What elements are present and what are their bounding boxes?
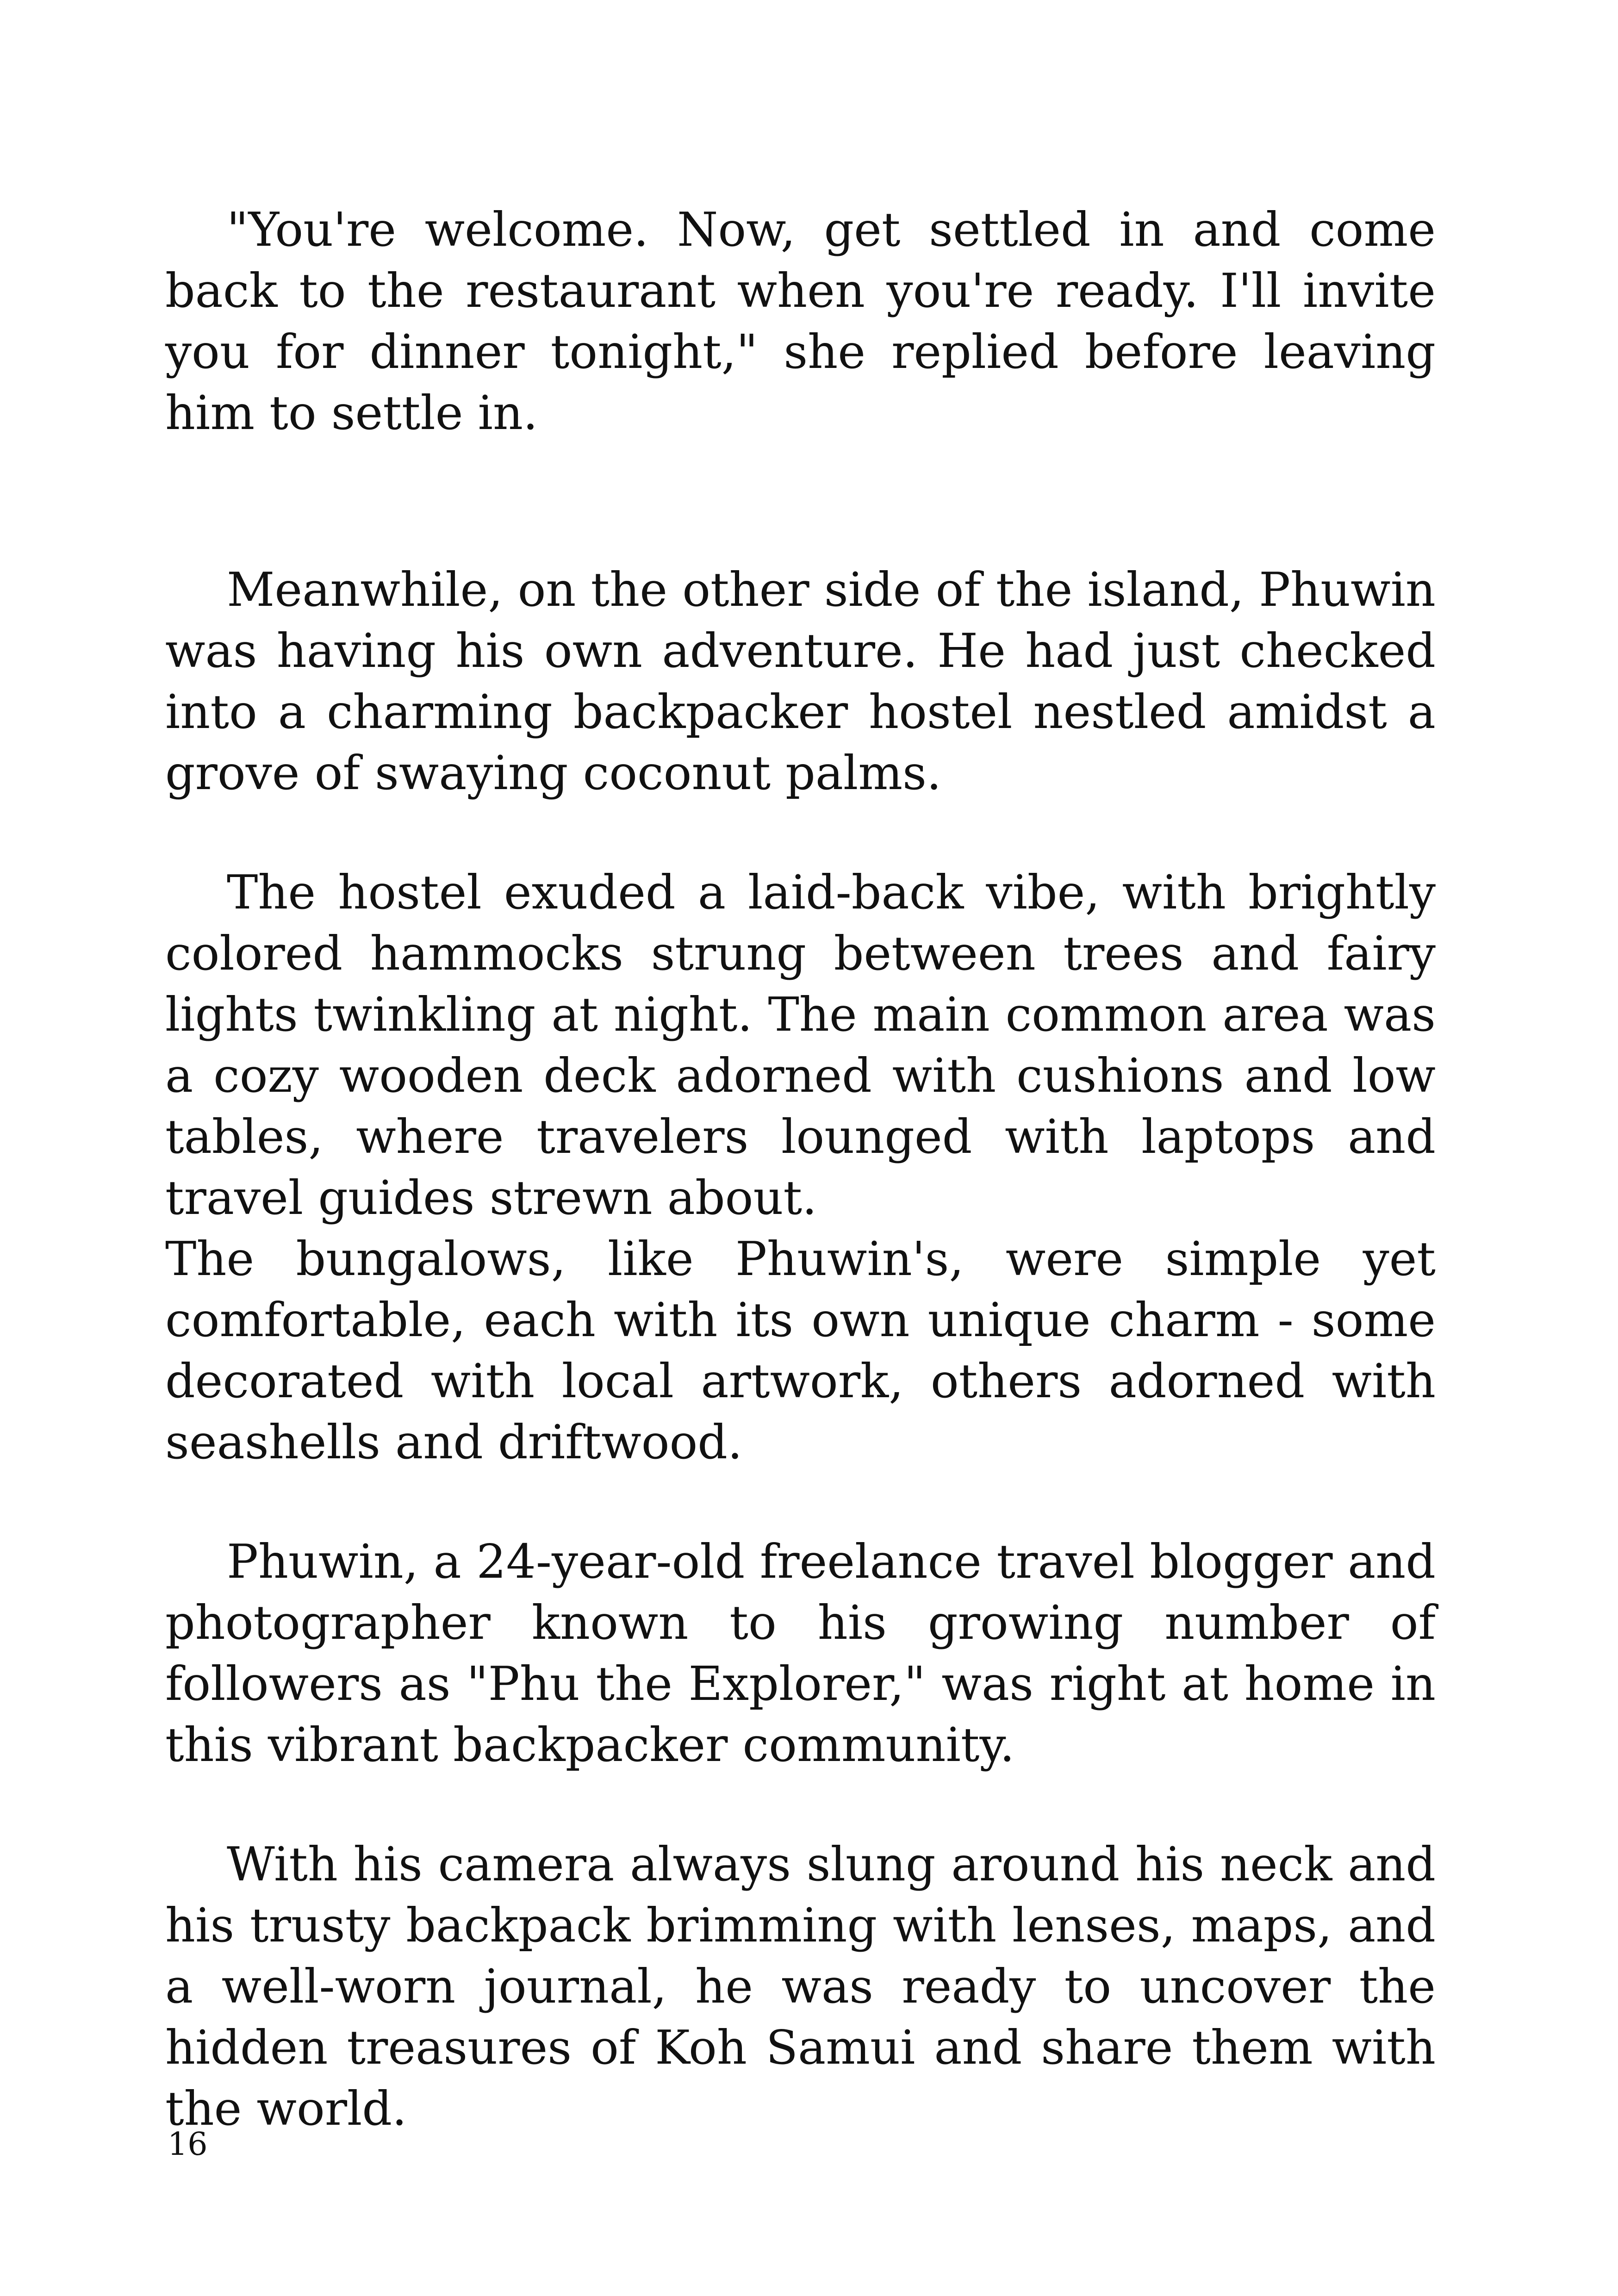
paragraph-6: With his camera always slung around his neck and his trusty backpack brimming with lenses, maps, and a well-worn journal, he was ready to uncover the hidden treasures of Koh Samui and share them with the world. — [165, 1837, 1436, 2136]
page-number: 16 — [168, 2126, 208, 2163]
paragraph-gap — [165, 803, 1436, 862]
paragraph-5: Phuwin, a 24-year-old freelance travel blogger and photographer known to his growing number of followers as "Phu the Explorer," was right at home in this vibrant backpacker community. — [165, 1534, 1436, 1772]
paragraph-3: The hostel exuded a laid-back vibe, with brightly colored hammocks strung between trees and fairy lights twinkling at night. The main common area was a cozy wooden deck adorned with cushions and low tables, where travelers lounged with laptops and travel guides strewn about. — [165, 865, 1436, 1225]
paragraph-1: "You're welcome. Now, get settled in and come back to the restaurant when you're ready. I'll invite you for dinner tonight," she replied before leaving him to settle in. — [165, 202, 1436, 440]
paragraph-2: Meanwhile, on the other side of the island, Phuwin was having his own adventure. He had just checked into a charming backpacker hostel nestled amidst a grove of swaying coconut palms. — [165, 562, 1436, 800]
section-break — [165, 443, 1436, 559]
paragraph-gap — [165, 1775, 1436, 1834]
paragraph-gap — [165, 1473, 1436, 1531]
paragraph-4: The bungalows, like Phuwin's, were simple yet comfortable, each with its own unique charm - some decorated with local artwork, others adorned with seashells and driftwood. — [165, 1232, 1436, 1469]
body-text — [165, 199, 1436, 2139]
